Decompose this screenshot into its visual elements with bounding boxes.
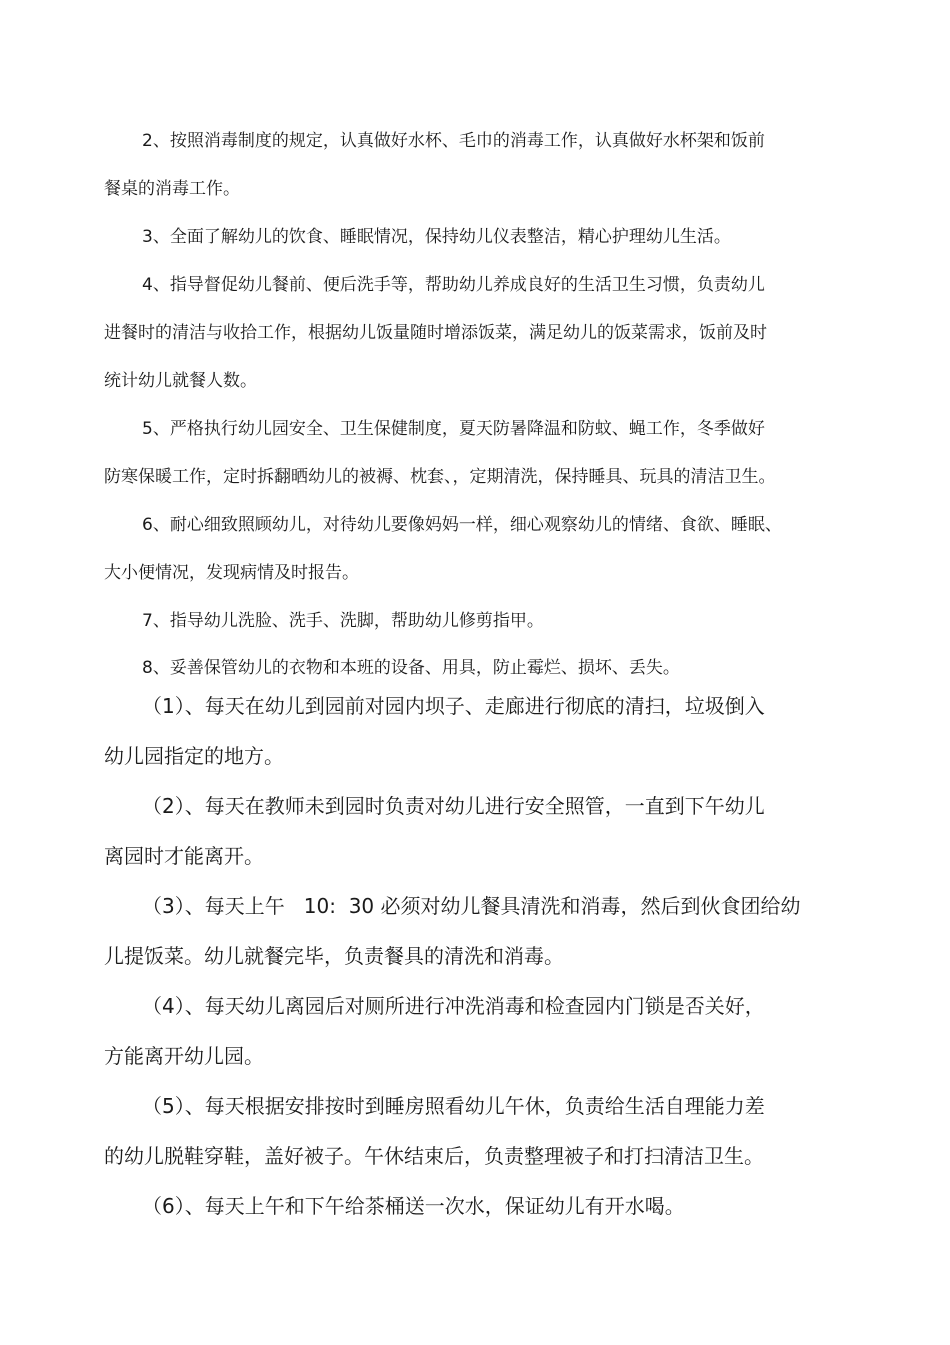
item-4-line-2: 方能离开幼儿园。 — [104, 1044, 264, 1068]
item-5-line-2: 的幼儿脱鞋穿鞋，盖好被子。午休结束后，负责整理被子和打扫清洁卫生。 — [104, 1144, 764, 1168]
paragraph-5-line-1: 5、严格执行幼儿园安全、卫生保健制度，夏天防暑降温和防蚊、蝇工作，冬季做好 — [142, 419, 765, 439]
paragraph-2-line-2: 餐桌的消毒工作。 — [104, 179, 240, 199]
item-5-line-1: （5）、每天根据安排按时到睡房照看幼儿午休，负责给生活自理能力差 — [142, 1094, 765, 1118]
paragraph-7-line-1: 7、指导幼儿洗脸、洗手、洗脚，帮助幼儿修剪指甲。 — [142, 611, 544, 631]
paragraph-6-line-2: 大小便情况，发现病情及时报告。 — [104, 563, 359, 583]
paragraph-3-line-1: 3、全面了解幼儿的饮食、睡眠情况，保持幼儿仪表整洁，精心护理幼儿生活。 — [142, 227, 731, 247]
item-3-line-1: （3）、每天上午 10: 30 必须对幼儿餐具清洗和消毒，然后到伙食团给幼 — [142, 894, 801, 918]
paragraph-8-line-1: 8、妥善保管幼儿的衣物和本班的设备、用具，防止霉烂、损坏、丢失。 — [142, 658, 680, 678]
paragraph-5-line-2: 防寒保暖工作，定时拆翻晒幼儿的被褥、枕套、，定期清洗，保持睡具、玩具的清洁卫生。 — [104, 467, 776, 487]
item-2-line-1: （2）、每天在教师未到园时负责对幼儿进行安全照管，一直到下午幼儿 — [142, 794, 765, 818]
item-1-line-1: （1）、每天在幼儿到园前对园内坝子、走廊进行彻底的清扫，垃圾倒入 — [142, 694, 765, 718]
item-3-line-2: 儿提饭菜。幼儿就餐完毕，负责餐具的清洗和消毒。 — [104, 944, 564, 968]
paragraph-4-line-2: 进餐时的清洁与收拾工作，根据幼儿饭量随时增添饭菜，满足幼儿的饭菜需求，饭前及时 — [104, 323, 767, 343]
paragraph-4-line-1: 4、指导督促幼儿餐前、便后洗手等，帮助幼儿养成良好的生活卫生习惯，负责幼儿 — [142, 275, 765, 295]
item-1-line-2: 幼儿园指定的地方。 — [104, 744, 284, 768]
item-2-line-2: 离园时才能离开。 — [104, 844, 264, 868]
item-6-line-1: （6）、每天上午和下午给茶桶送一次水，保证幼儿有开水喝。 — [142, 1194, 685, 1218]
item-4-line-1: （4）、每天幼儿离园后对厕所进行冲洗消毒和检查园内门锁是否关好， — [142, 994, 765, 1018]
paragraph-6-line-1: 6、耐心细致照顾幼儿，对待幼儿要像妈妈一样，细心观察幼儿的情绪、食欲、睡眠、 — [142, 515, 782, 535]
paragraph-4-line-3: 统计幼儿就餐人数。 — [104, 371, 257, 391]
paragraph-2-line-1: 2、按照消毒制度的规定，认真做好水杯、毛巾的消毒工作，认真做好水杯架和饭前 — [142, 131, 765, 151]
